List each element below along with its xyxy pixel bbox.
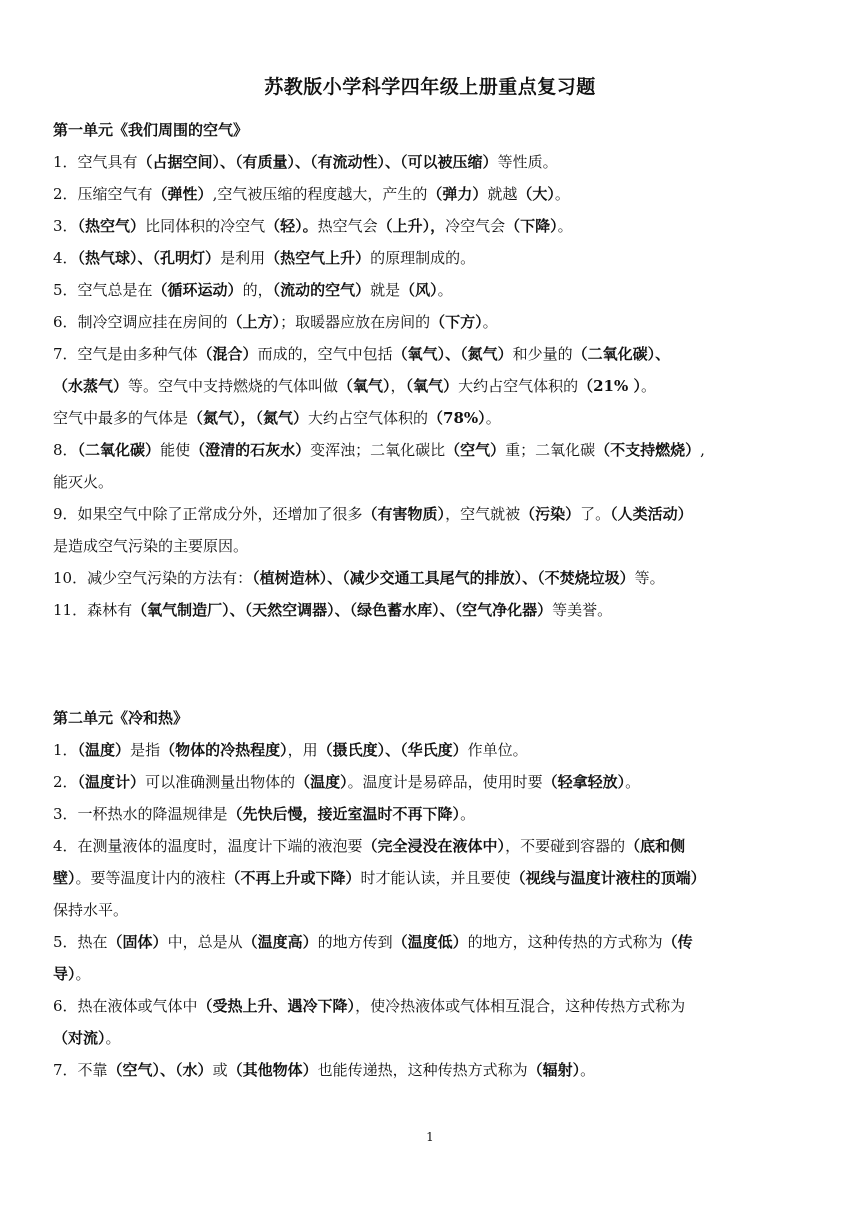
line-text: 2．	[53, 773, 78, 791]
line-text: 4．在测量液体的温度时，温度计下端的液泡要	[53, 837, 363, 855]
answer-text: （空气）	[445, 441, 506, 459]
line-text: 而成的，空气中包括	[257, 345, 393, 363]
line-text: 。	[557, 217, 573, 235]
text-line	[53, 434, 813, 466]
line-text: 6．制冷空调应挂在房间的	[53, 313, 228, 331]
answer-text: （受热上升、遇冷下降）	[197, 997, 356, 1015]
answer-text: （氧气）	[405, 377, 459, 395]
section-lines	[53, 734, 813, 1086]
line-text: ,空气被压缩的程度越大，产生的	[212, 185, 428, 203]
answer-text: （混合）	[197, 345, 258, 363]
text-line	[53, 466, 813, 498]
document-title: 苏教版小学科学四年级上册重点复习题	[264, 76, 596, 98]
line-text: 5．空气总是在	[53, 281, 153, 299]
line-text: 。	[105, 1029, 121, 1047]
section-lines	[53, 146, 813, 626]
answer-text: （热空气）	[77, 217, 146, 235]
answer-text: （21% ）	[578, 377, 641, 395]
line-text: 能灭火。	[53, 473, 114, 491]
line-text: 保持水平。	[53, 901, 129, 919]
answer-text: （固体）	[107, 933, 168, 951]
line-text: 。	[485, 409, 501, 427]
line-text: 的原理制成的。	[370, 249, 476, 267]
line-text: 7．不靠	[53, 1061, 108, 1079]
line-text: 。	[75, 965, 91, 983]
line-text: 。	[460, 805, 476, 823]
section-unit-1	[53, 114, 813, 626]
answer-text: （水蒸气）	[53, 377, 129, 395]
text-line	[53, 926, 813, 958]
answer-text: （氧气）、（氮气）	[392, 345, 513, 363]
answer-text: （视线与温度计液柱的顶端）	[510, 869, 706, 887]
line-text: 也能传递热，这种传热方式称为	[317, 1061, 528, 1079]
answer-text: （弹力）	[427, 185, 488, 203]
answer-text: （二氧化碳）、	[572, 345, 671, 363]
line-text: 。	[640, 377, 656, 395]
text-line	[53, 830, 813, 862]
text-line	[53, 594, 813, 626]
answer-text: （氧气制造厂）、（天然空调器）、（绿色蓄水库）、（空气净化器）	[132, 601, 553, 619]
answer-text: （先快后慢，接近室温时不再下降）	[227, 805, 461, 823]
line-text: 的地方传到	[317, 933, 393, 951]
line-text: ；取暖器应放在房间的	[280, 313, 431, 331]
answer-text: （不再上升或下降）	[225, 869, 361, 887]
line-text: 的地方，这种传热的方式称为	[467, 933, 663, 951]
line-text: ,	[700, 441, 705, 459]
line-text: 就越	[487, 185, 518, 203]
answer-text: （热空气上升）	[265, 249, 371, 267]
answer-text: （占据空间）、（有质量）、（有流动性）、（可以被压缩）	[137, 153, 498, 171]
text-line	[53, 178, 813, 210]
answer-text: （弹性）	[152, 185, 213, 203]
line-text: 2．压缩空气有	[53, 185, 153, 203]
line-text: 是造成空气污染的主要原因。	[53, 537, 249, 555]
text-line	[53, 370, 813, 402]
answer-text: （温度低）	[392, 933, 468, 951]
answer-text: （空气）、（水）	[107, 1061, 213, 1079]
line-text: 时才能认读，并且要使	[360, 869, 511, 887]
text-line	[53, 958, 813, 990]
answer-text: （轻）。	[265, 217, 318, 235]
line-text: 等。	[634, 569, 665, 587]
line-text: 冷空气会	[445, 217, 506, 235]
answer-text: （风）	[400, 281, 438, 299]
answer-text: （植树造林）、（减少交通工具尾气的排放）、（不焚烧垃圾）	[252, 569, 635, 587]
line-text: 等。空气中支持燃烧的气体叫做	[128, 377, 339, 395]
text-line	[53, 210, 813, 242]
text-line	[53, 242, 813, 274]
line-text: 大约占空气体积的	[458, 377, 579, 395]
text-line	[53, 530, 813, 562]
line-text: 8．	[53, 441, 78, 459]
line-text: ，使冷热液体或气体相互混合，这种传热方式称为	[355, 997, 686, 1015]
answer-text: （传	[662, 933, 693, 951]
line-text: ，空气就被	[445, 505, 521, 523]
line-text: 变浑浊；二氧化碳比	[310, 441, 446, 459]
answer-text: （二氧化碳）	[77, 441, 161, 459]
line-text: 6．热在液体或气体中	[53, 997, 198, 1015]
line-text: 热空气会	[317, 217, 378, 235]
line-text: 是利用	[220, 249, 266, 267]
line-text: ，	[390, 377, 406, 395]
line-text: 11．森林有	[53, 601, 133, 619]
line-text: 9．如果空气中除了正常成分外，还增加了很多	[53, 505, 363, 523]
line-text: 3．一杯热水的降温规律是	[53, 805, 228, 823]
answer-text: （温度计）	[77, 773, 146, 791]
text-line	[53, 306, 813, 338]
line-text: 。	[437, 281, 453, 299]
answer-text: （物体的冷热程度）	[160, 741, 288, 759]
answer-text: （下降）	[505, 217, 558, 235]
answer-text: （温度高）	[242, 933, 318, 951]
answer-text: （循环运动）	[152, 281, 243, 299]
answer-text: （下方）	[430, 313, 483, 331]
line-text: 就是	[370, 281, 401, 299]
text-line	[53, 402, 813, 434]
text-line	[53, 990, 813, 1022]
answer-text: （其他物体）	[227, 1061, 318, 1079]
answer-text: （轻拿轻放）	[542, 773, 626, 791]
line-text: 。	[580, 1061, 596, 1079]
text-line	[53, 1054, 813, 1086]
answer-text: （上升），	[377, 217, 446, 235]
answer-text: 壁）	[53, 869, 76, 887]
answer-text: （有害物质）	[362, 505, 446, 523]
line-text: 。温度计是易碎品，使用时要	[347, 773, 543, 791]
line-text: 1．	[53, 741, 78, 759]
text-line	[53, 862, 813, 894]
line-text: 中，总是从	[167, 933, 243, 951]
line-text: 3．	[53, 217, 78, 235]
line-text: 了。	[580, 505, 611, 523]
line-text: 大约占空气体积的	[308, 409, 429, 427]
answer-text: （热气球）、（孔明灯）	[77, 249, 221, 267]
answer-text: （不支持燃烧）	[595, 441, 701, 459]
text-line	[53, 338, 813, 370]
answer-text: 导）	[53, 965, 76, 983]
text-line	[53, 798, 813, 830]
text-line	[53, 1022, 813, 1054]
line-text: 。要等温度计内的液柱	[75, 869, 226, 887]
line-text: 是指	[130, 741, 161, 759]
answer-text: （辐射）	[527, 1061, 581, 1079]
section-unit-2	[53, 702, 813, 1086]
line-text: 。	[482, 313, 498, 331]
answer-text: （大）	[517, 185, 555, 203]
line-text: 能使	[160, 441, 191, 459]
answer-text: （78%）	[428, 409, 486, 427]
text-line	[53, 146, 813, 178]
line-text: 可以准确测量出物体的	[145, 773, 296, 791]
page-number: 1	[426, 1130, 434, 1144]
answer-text: （人类活动）	[610, 505, 693, 523]
section-heading: 第一单元《我们周围的空气》	[53, 121, 249, 139]
line-text: 比同体积的冷空气	[145, 217, 266, 235]
answer-text: （上方）	[227, 313, 281, 331]
line-text: 等美誉。	[552, 601, 613, 619]
answer-text: （温度）	[77, 741, 131, 759]
line-text: ，不要碰到容器的	[505, 837, 626, 855]
line-text: 5．热在	[53, 933, 108, 951]
line-text: 等性质。	[497, 153, 558, 171]
line-text: 。	[625, 773, 641, 791]
text-line	[53, 734, 813, 766]
line-text: 7．空气是由多种气体	[53, 345, 198, 363]
text-line	[53, 274, 813, 306]
line-text: 10．减少空气污染的方法有：	[53, 569, 253, 587]
line-text: 空气中最多的气体是	[53, 409, 189, 427]
answer-text: （摄氏度）、（华氏度）	[317, 741, 468, 759]
line-text: ，用	[287, 741, 318, 759]
line-text: 作单位。	[467, 741, 528, 759]
line-text: 1．空气具有	[53, 153, 138, 171]
line-text: 。	[554, 185, 570, 203]
answer-text: （污染）	[520, 505, 581, 523]
answer-text: （氮气），（氮气）	[188, 409, 309, 427]
line-text: 和少量的	[512, 345, 573, 363]
line-text: 或	[212, 1061, 228, 1079]
answer-text: （底和侧	[625, 837, 686, 855]
answer-text: （对流）	[53, 1029, 106, 1047]
text-line	[53, 498, 813, 530]
text-line	[53, 562, 813, 594]
text-line	[53, 766, 813, 798]
answer-text: （氧气）	[338, 377, 391, 395]
answer-text: （流动的空气）	[272, 281, 371, 299]
answer-text: （温度）	[295, 773, 348, 791]
answer-text: （澄清的石灰水）	[190, 441, 311, 459]
line-text: 的，	[242, 281, 273, 299]
section-heading: 第二单元《冷和热》	[53, 709, 189, 727]
text-line	[53, 894, 813, 926]
answer-text: （完全浸没在液体中）	[362, 837, 506, 855]
line-text: 4．	[53, 249, 78, 267]
line-text: 重；二氧化碳	[505, 441, 596, 459]
